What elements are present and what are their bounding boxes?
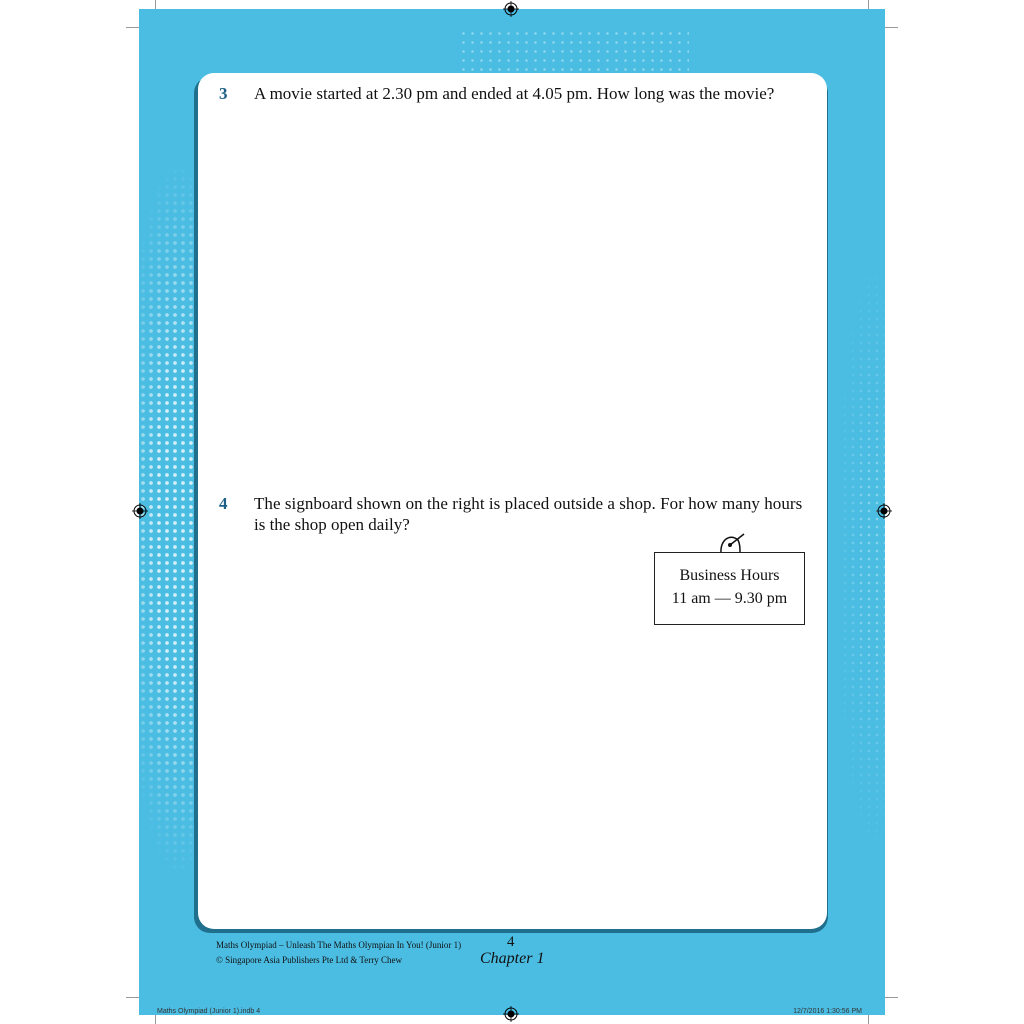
question-number: 3	[219, 84, 228, 103]
footer-credits	[216, 938, 461, 968]
crop-mark	[884, 27, 898, 28]
signboard-title: Business Hours	[679, 567, 780, 584]
crop-mark	[126, 997, 140, 998]
registration-mark-icon	[132, 503, 148, 519]
page-number: 4	[507, 934, 515, 950]
halftone-pattern	[825, 259, 885, 859]
slug-file: Maths Olympiad (Junior 1).indb 4	[157, 1008, 261, 1015]
registration-mark-icon	[503, 1006, 519, 1022]
crop-mark	[126, 27, 140, 28]
book-title: Maths Olympiad – Unleash The Maths Olympian In You! (Junior 1)	[216, 940, 462, 950]
halftone-pattern	[459, 29, 689, 79]
crop-mark	[884, 997, 898, 998]
slug-timestamp: 12/7/2016 1:30:56 PM	[793, 1008, 862, 1015]
copyright: © Singapore Asia Publishers Pte Ltd & Terry Chew	[216, 955, 403, 965]
question-text: The signboard shown on the right is placed outside a shop. For how many hours	[254, 494, 803, 513]
sign-hanger-icon	[712, 528, 752, 554]
question-text: is the shop open daily?	[254, 515, 410, 534]
question-text: A movie started at 2.30 pm and ended at 4.05 pm. How long was the movie?	[254, 84, 775, 103]
question-number: 4	[219, 494, 228, 513]
registration-mark-icon	[503, 1, 519, 17]
signboard-hours: 11 am — 9.30 pm	[671, 590, 788, 607]
signboard	[654, 552, 805, 625]
chapter-label: Chapter 1	[480, 950, 545, 967]
registration-mark-icon	[876, 503, 892, 519]
